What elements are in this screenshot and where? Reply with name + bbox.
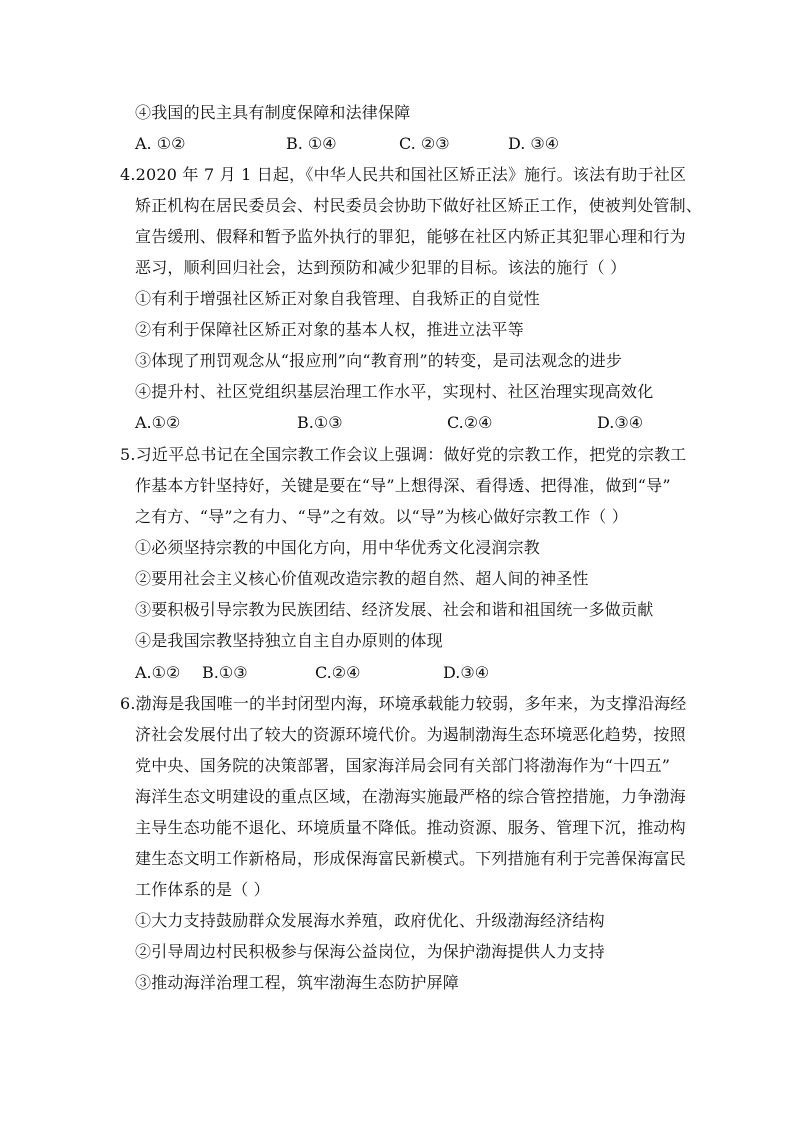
q5-option-d: D.③④ (443, 663, 490, 682)
q5-stem-line-1: 5.习近平总书记在全国宗教工作会议上强调：做好党的宗教工作，把党的宗教工 (120, 445, 687, 464)
q5-item-3: ③要积极引导宗教为民族团结、经济发展、社会和谐和祖国统一多做贡献 (135, 600, 654, 619)
q6-stem-line-7: 工作体系的是（ ） (135, 880, 270, 899)
q4-item-1: ①有利于增强社区矫正对象自我管理、自我矫正的自觉性 (135, 289, 541, 308)
q6-stem-line-1: 6.渤海是我国唯一的半封闭型内海，环境承载能力较弱，多年来，为支撑沿海经 (120, 694, 687, 713)
q5-item-1: ①必须坚持宗教的中国化方向，用中华优秀文化浸润宗教 (135, 538, 541, 557)
q4-stem-line-1: 4.2020 年 7 月 1 日起，《中华人民共和国社区矫正法》施行。该法有助于社区 (120, 165, 687, 184)
q5-option-c: C.②④ (315, 663, 361, 682)
q5-option-a: A.①② (135, 663, 181, 682)
q4-stem-line-4: 恶习，顺利回归社会，达到预防和减少犯罪的目标。该法的施行（ ） (135, 258, 627, 277)
q3-option-c: C. ②③ (399, 134, 450, 153)
q4-stem-line-3: 宣告缓刑、假释和暂予监外执行的罪犯，能够在社区内矫正其犯罪心理和行为 (135, 227, 686, 246)
q5-item-4: ④是我国宗教坚持独立自主自办原则的体现 (135, 631, 443, 650)
q6-stem-line-5: 主导生态功能不退化、环境质量不降低。推动资源、服务、管理下沉，推动构 (135, 818, 686, 837)
q4-option-b: B.①③ (297, 413, 343, 432)
q4-option-a: A.①② (135, 413, 181, 432)
q5-stem-line-2: 作基本方针坚持好，关键是要在“导”上想得深、看得透、把得准，做到“导” (135, 476, 671, 495)
q3-option-d: D. ③④ (508, 134, 560, 153)
q4-stem-line-2: 矫正机构在居民委员会、村民委员会协助下做好社区矫正工作，使被判处管制、 (135, 196, 703, 215)
q5-item-2: ②要用社会主义核心价值观改造宗教的超自然、超人间的神圣性 (135, 569, 589, 588)
q4-item-4: ④提升村、社区党组织基层治理工作水平，实现村、社区治理实现高效化 (135, 382, 654, 401)
q5-option-b: B.①③ (202, 663, 248, 682)
q3-option-b: B. ①④ (286, 134, 337, 153)
q4-option-c: C.②④ (447, 413, 493, 432)
q6-stem-line-2: 济社会发展付出了较大的资源环境代价。为遏制渤海生态环境恶化趋势，按照 (135, 725, 686, 744)
q6-item-2: ②引导周边村民积极参与保海公益岗位，为保护渤海提供人力支持 (135, 942, 605, 961)
q6-stem-line-6: 建生态文明工作新格局，形成保海富民新模式。下列措施有利于完善保海富民 (135, 849, 686, 868)
q6-stem-line-3: 党中央、国务院的决策部署，国家海洋局会同有关部门将渤海作为“十四五” (135, 756, 671, 775)
q3-option-a: A. ①② (135, 134, 186, 153)
q4-item-3: ③体现了刑罚观念从“报应刑”向“教育刑”的转变，是司法观念的进步 (135, 351, 623, 370)
q6-item-3: ③推动海洋治理工程，筑牢渤海生态防护屏障 (135, 973, 460, 992)
q6-stem-line-4: 海洋生态文明建设的重点区域，在渤海实施最严格的综合管控措施，力争渤海 (135, 787, 686, 806)
q3-item-4: ④我国的民主具有制度保障和法律保障 (135, 103, 411, 122)
q6-item-1: ①大力支持鼓励群众发展海水养殖，政府优化、升级渤海经济结构 (135, 911, 605, 930)
q4-option-d: D.③④ (597, 413, 644, 432)
q5-stem-line-3: 之有方、“导”之有力、“导”之有效。以“导”为核心做好宗教工作（ ） (135, 507, 628, 526)
q4-item-2: ②有利于保障社区矫正对象的基本人权，推进立法平等 (135, 320, 524, 339)
